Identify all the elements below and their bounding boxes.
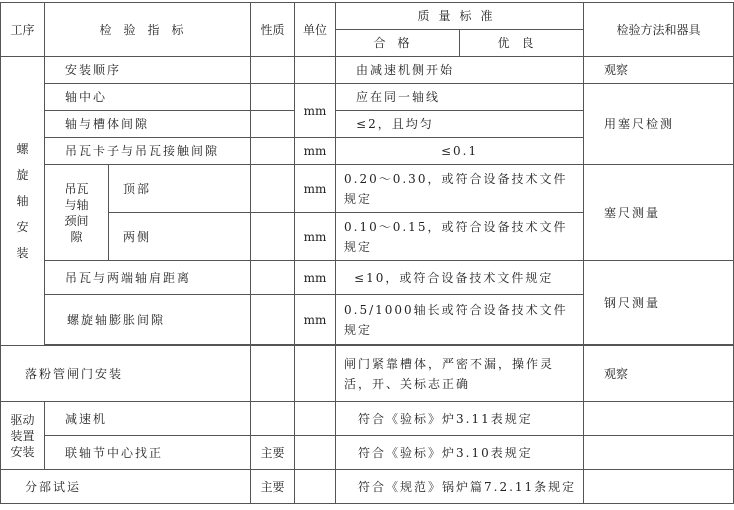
header-excellent: 优良 [460, 30, 584, 57]
nature-coupling: 主要 [251, 436, 295, 470]
nature-cell [251, 346, 295, 402]
unit-cell [295, 57, 336, 84]
nature-cell [251, 295, 295, 345]
header-process: 工序 [1, 3, 45, 57]
header-nature: 性质 [251, 3, 295, 57]
method-gate-install: 观察 [584, 346, 734, 402]
indicator-top: 顶部 [109, 165, 251, 213]
indicator-sides: 两侧 [109, 213, 251, 261]
unit-shaft: mm [295, 84, 336, 138]
header-method: 检验方法和器具 [584, 3, 734, 57]
group-drive-install: 驱动 装置 安装 [1, 402, 45, 470]
nature-cell [251, 213, 295, 261]
nature-cell [251, 261, 295, 295]
nature-cell [251, 402, 295, 436]
unit-clamp-gap: mm [295, 138, 336, 165]
method-cell [584, 470, 734, 504]
group-neck-gap: 吊瓦与轴颈间隙 [45, 165, 109, 261]
indicator-coupling: 联轴节中心找正 [45, 436, 251, 470]
nature-cell [251, 138, 295, 165]
group-screw-install: 螺 旋 轴 安 装 [1, 57, 45, 346]
header-quality-standard: 质量标准 [336, 3, 584, 30]
standard-shaft-slot-gap: ≤2，且均匀 [336, 111, 584, 138]
standard-shaft-center: 应在同一轴线 [336, 84, 584, 111]
unit-sides: mm [295, 213, 336, 261]
nature-trial-run: 主要 [251, 470, 295, 504]
nature-cell [251, 57, 295, 84]
unit-shoulder-dist: mm [295, 261, 336, 295]
unit-expansion-gap: mm [295, 295, 336, 345]
standard-trial-run: 符合《规范》锅炉篇7.2.11条规定 [336, 470, 584, 504]
indicator-clamp-gap: 吊瓦卡子与吊瓦接触间隙 [45, 138, 251, 165]
standard-install-order: 由减速机侧开始 [336, 57, 584, 84]
standard-top: 0.20～0.30，或符合设备技术文件规定 [336, 165, 584, 213]
process-trial-run: 分部试运 [1, 470, 251, 504]
unit-cell [295, 346, 336, 402]
standard-sides: 0.10～0.15，或符合设备技术文件规定 [336, 213, 584, 261]
nature-cell [251, 111, 295, 138]
indicator-shaft-slot-gap: 轴与槽体间隙 [45, 111, 251, 138]
standard-expansion-gap: 0.5/1000轴长或符合设备技术文件规定 [336, 295, 584, 345]
nature-cell [251, 84, 295, 111]
inspection-table [0, 2, 734, 504]
unit-cell [295, 436, 336, 470]
nature-cell [251, 165, 295, 213]
header-qualified: 合格 [336, 30, 460, 57]
method-cell [584, 436, 734, 470]
indicator-install-order: 安装顺序 [45, 57, 251, 84]
header-indicator: 检验指标 [45, 3, 251, 57]
standard-shoulder-dist: ≤10，或符合设备技术文件规定 [336, 261, 584, 295]
indicator-reducer: 减速机 [45, 402, 251, 436]
header-unit: 单位 [295, 3, 336, 57]
indicator-expansion-gap: 螺旋轴膨胀间隙 [45, 295, 251, 345]
standard-coupling: 符合《验标》炉3.10表规定 [336, 436, 584, 470]
method-feeler-check: 用塞尺检测 [584, 84, 734, 165]
indicator-shaft-center: 轴中心 [45, 84, 251, 111]
method-ruler-measure: 钢尺测量 [584, 261, 734, 345]
method-feeler-measure: 塞尺测量 [584, 165, 734, 261]
unit-cell [295, 470, 336, 504]
standard-gate-install: 闸门紧靠槽体，严密不漏，操作灵活，开、关标志正确 [336, 346, 584, 402]
indicator-shoulder-dist: 吊瓦与两端轴肩距离 [45, 261, 251, 295]
process-gate-install: 落粉管闸门安装 [1, 346, 251, 402]
standard-clamp-gap: ≤0.1 [336, 138, 584, 165]
method-install-order: 观察 [584, 57, 734, 84]
unit-top: mm [295, 165, 336, 213]
method-cell [584, 402, 734, 436]
standard-reducer: 符合《验标》炉3.11表规定 [336, 402, 584, 436]
unit-cell [295, 402, 336, 436]
